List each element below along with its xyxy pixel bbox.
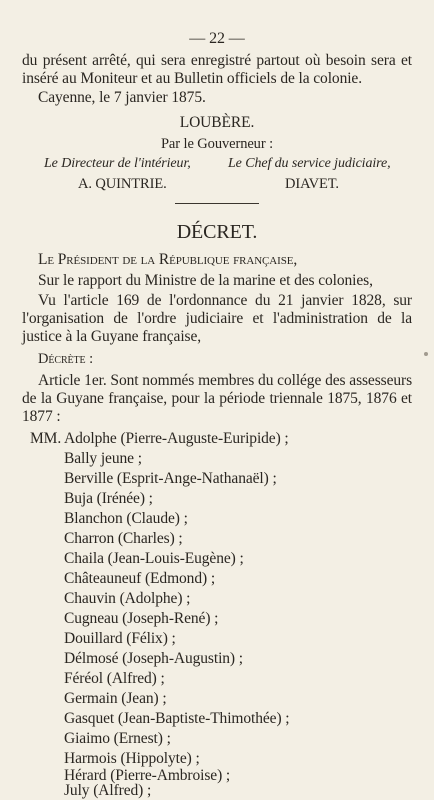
member-item: Cugneau (Joseph-René) ;	[64, 610, 219, 627]
member-item: Berville (Esprit-Ange-Nathanaël) ;	[64, 470, 277, 487]
member-item: Buja (Irénée) ;	[64, 490, 153, 507]
member-item: Délmosé (Joseph-Augustin) ;	[64, 650, 243, 667]
decree-title: DÉCRET.	[176, 221, 258, 243]
vu-line-3: justice à la Guyane française,	[22, 328, 202, 345]
president-line: Le Président de la République française,	[38, 251, 298, 268]
separator-rule	[175, 203, 259, 204]
member-item: Chauvin (Adolphe) ;	[64, 590, 191, 607]
article-line-2: de la Guyane française, pour la période triennale 1875, 1876 et	[22, 390, 412, 407]
director-title: Le Directeur de l'intérieur,	[44, 156, 191, 171]
member-item: Blanchon (Claude) ;	[64, 510, 188, 527]
member-item: Harmois (Hippolyte) ;	[64, 750, 200, 767]
rapport-line: Sur le rapport du Ministre de la marine et des colonies,	[38, 272, 373, 289]
member-item: Châteauneuf (Edmond) ;	[64, 570, 216, 587]
member-item: Giaimo (Ernest) ;	[64, 730, 171, 747]
governor-name: LOUBÈRE.	[179, 114, 255, 131]
paper-spot	[424, 352, 428, 356]
member-item: Germain (Jean) ;	[64, 690, 167, 707]
by-governor-line: Par le Gouverneur :	[160, 136, 274, 152]
member-item: Gasquet (Jean-Baptiste-Thimothée) ;	[64, 710, 290, 727]
member-item: Bally jeune ;	[64, 450, 142, 467]
member-item: Féréol (Alfred) ;	[64, 670, 165, 687]
vu-line-2: l'organisation de l'ordre judiciaire et l'administration de la	[22, 310, 412, 327]
judicial-name: DIAVET.	[285, 176, 339, 192]
intro-line-1: du présent arrêté, qui sera enregistré partout où besoin sera et	[22, 52, 412, 69]
mm-prefix: MM.	[30, 430, 62, 447]
intro-line-2: inséré au Moniteur et au Bulletin officiels de la colonie.	[22, 70, 362, 87]
decrete-label: Décrète :	[38, 351, 93, 367]
page-number: — 22 —	[189, 30, 245, 47]
director-name: A. QUINTRIE.	[78, 176, 167, 192]
member-item: Hérard (Pierre-Ambroise) ;	[64, 767, 231, 784]
member-item: Douillard (Félix) ;	[64, 630, 176, 647]
date-line: Cayenne, le 7 janvier 1875.	[38, 89, 206, 106]
article-line-1: Article 1er. Sont nommés membres du collége des assesseurs	[38, 372, 412, 389]
member-item: Chaila (Jean-Louis-Eugène) ;	[64, 550, 244, 567]
member-item: Adolphe (Pierre-Auguste-Euripide) ;	[64, 430, 289, 447]
article-line-3: 1877 :	[22, 408, 61, 425]
member-item: Charron (Charles) ;	[64, 530, 183, 547]
judicial-title: Le Chef du service judiciaire,	[228, 156, 391, 171]
member-item: July (Alfred) ;	[64, 782, 152, 799]
vu-line-1: Vu l'article 169 de l'ordonnance du 21 janvier 1828, sur	[38, 292, 412, 309]
